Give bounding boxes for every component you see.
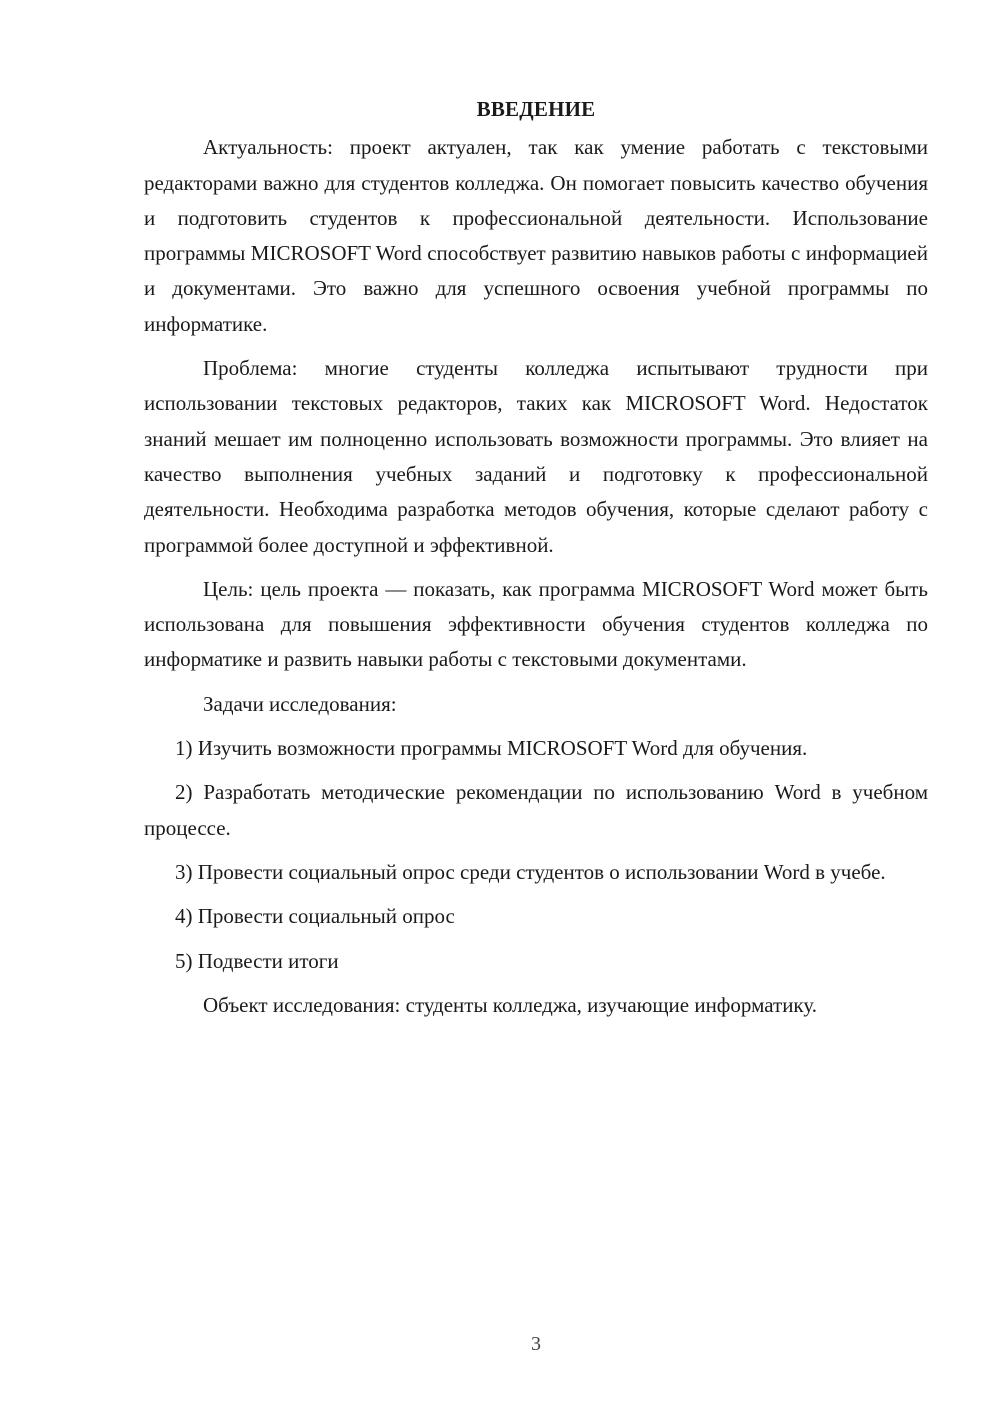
task-item-4: 4) Провести социальный опрос — [175, 904, 455, 929]
page-number: 3 — [531, 1333, 541, 1355]
task-item-2: 2) Разработать методические рекомендации по использованию Word в учебном процессе. — [144, 780, 928, 840]
task-item-3: 3) Провести социальный опрос среди студентов о использовании Word в учебе. — [175, 859, 886, 884]
page-content — [144, 92, 928, 1023]
page-title: ВВЕДЕНИЕ — [476, 97, 596, 121]
paragraph-relevance: Актуальность: проект актуален, так как умение работать с текстовыми редакторами важно для студентов колледжа. Он помогает повысить качество обучения и подготовить студентов к профессиональной деятельности. Использование программы MICROSOFT Word способствует развитию навыков работы с информацией и документами. Это важно для успешного освоения учебной программы по информатике. — [144, 135, 928, 336]
paragraph-goal: Цель: цель проекта — показать, как программа MICROSOFT Word может быть использована для повышения эффективности обучения студентов колледжа по информатике и развить навыки работы с текстовыми документами. — [144, 576, 928, 672]
task-item-5: 5) Подвести итоги — [175, 948, 339, 973]
task-item-1: 1) Изучить возможности программы MICROSOFT Word для обучения. — [175, 736, 808, 761]
paragraph-object: Объект исследования: студенты колледжа, изучающие информатику. — [203, 992, 817, 1017]
paragraph-problem: Проблема: многие студенты колледжа испытывают трудности при использовании текстовых редакторов, таких как MICROSOFT Word. Недостаток знаний мешает им полноценно использовать возможности программы. Это влияет на качество выполнения учебных заданий и подготовку к профессиональной деятельности. Необходима разработка методов обучения, которые сделают работу с программой более доступной и эффективной. — [144, 356, 928, 557]
tasks-title: Задачи исследования: — [203, 691, 397, 716]
task-list — [144, 731, 928, 979]
